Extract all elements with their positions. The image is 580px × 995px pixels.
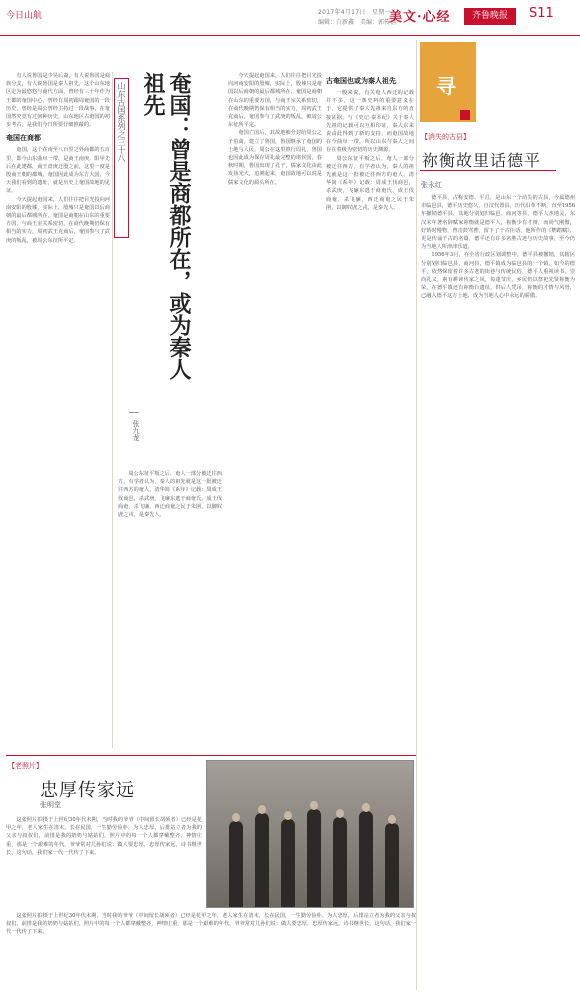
column-divider (416, 40, 417, 990)
photo-section-headline: 忠厚传家远 (40, 780, 135, 801)
today-tag: 今日山航 (6, 11, 43, 21)
photo-story-continuation (6, 912, 416, 990)
header-rule (0, 35, 580, 36)
photo-figure-head (232, 813, 240, 822)
photo-figure-head (362, 803, 370, 812)
photo-figure-head (336, 809, 344, 818)
issue-date: 2017年4月17日 星期一 (318, 9, 391, 16)
photo-figure (385, 823, 399, 907)
photo-figure-head (284, 811, 292, 820)
photo-story-paragraph: 这张照片拍摄于上世纪30年代末期，当时我的爷爷（中间留长胡须者）已经是花甲之年，老人家生在清末，长在民国，一生勤劳俭朴、为人忠厚，后排站立者为我的父亲与叔叔们，前排是我的奶奶与姑姑们，照片中的每一个人都穿戴整齐，神情庄重，那是一个艰难的年代，爷爷常对儿孙们说：做人要忠厚，忠厚传家远，诗书继世长，这句话，我们家一代一代传了下来。 (6, 817, 202, 856)
photo-section-byline: 张明堂 (40, 801, 61, 809)
feature-paragraph: 1956年3月，在全省行政区划调整中，德平县被撤销，其辖区分别划归临邑县、商河县，德平镇成为临邑县的一个镇，如今的德平，依然保留着许多古老的街巷与传统民俗，德平人重视读书，崇尚礼义，素有耕读传家之风，每逢节庆，乡民仍以祭祀先贤祢衡为荣，在德平镇还有祢衡台遗址，供后人凭吊，祢衡的才情与风骨，已融入德平这方土地，成为当地人心中永远的骄傲。 (421, 252, 575, 300)
photo-figure-head (310, 801, 318, 810)
lead-byline: 张九龙 (132, 420, 140, 441)
photo-figure (281, 819, 295, 907)
column-divider (112, 72, 113, 748)
photo-figure (255, 813, 269, 907)
photo-story-paragraph: 这张照片拍摄于上世纪30年代末期，当时我的爷爷（中间留长胡须者）已经是花甲之年，老人家生在清末，长在民国，一生勤劳俭朴、为人忠厚，后排站立者为我的父亲与叔叔们，前排是我的奶奶与姑姑们，照片中的每一个人都穿戴整齐，神情庄重，那是一个艰难的年代，爷爷常对儿孙们说：做人要忠厚，忠厚传家远，诗书继世长，这句话，我们家一代一代传了下来。 (6, 913, 416, 936)
newspaper-logo: 齐鲁晚报 (464, 8, 516, 25)
lead-paragraph: 奄国，这个在南至八百里之外商都的五百里，即今山东曲阜一带，是商王南庚、阳甲先后在此建都，商王盘庚迁殷之前，这里一度是殷商王朝的都城，奄国因此成为东方大国，今天我们看到的遗址，就是历史上奄国故地的见证。 (6, 147, 110, 195)
photo-figure (307, 809, 321, 907)
lead-paragraph: 周公东征平叛之后，奄人一部分被迁往西方，有学者认为，秦人的祖先就是这一批被迁往西方的奄人，清华简《系年》记载：周成王伐商邑，杀武庚，飞廉东逃于商奄氏，成王伐商奄，杀飞廉，西迁商奄之民于朱圉，以御奴虘之戎，是秦先人。 (118, 471, 222, 519)
lead-headline: 奄国：曾是商都所在，或为秦人祖先 (140, 72, 192, 380)
author-separator (129, 412, 139, 413)
feature-headline: 祢衡故里话德平 (422, 151, 542, 170)
lead-paragraph: 奄国亡国后，其故地被分封给周公之子伯禽，建立了鲁国，鲁国继承了奄国的土地与人民，周公在这里推行周礼，鲁国也因此成为保存周礼最完整的诸侯国，春秋时期，鲁国出现了孔子，儒家文化由此发扬光大，追溯起来，奄国故地可以说是儒家文化的源头所在。 (228, 130, 322, 186)
lead-subheading: 奄国在商都 (6, 133, 41, 143)
section-name: 美文·心经 (389, 10, 451, 25)
lead-paragraph: 有人说鲁国是少昊后裔，有人说鲁国是商族分支，有人说鲁国是秦人祖先，这个山东地区定为最悠悠与商代方面，曾经有三十年作为王都的奄国中心，曾经有周初跟周奄国的一段历史，曾经是周公曾经主持过一段战事，在奄国然究竟有过何种历史，山东地区古奄国的初步考古，是我们今日所要仔细推敲的。 (6, 73, 110, 129)
photo-figure-head (258, 805, 266, 814)
lead-paragraph: 一般来说，有关奄人西迁的记载并不多，这一条史料的重要意义在于，它提供了秦人先祖来自东方的直接证据，与《史记·秦本纪》关于秦人先祖的记载可以互相印证，秦人东来说由此得到了新的支持，而奄国故地在今曲阜一带，所以山东与秦人之间存在着极为密切的历史渊源。 (326, 90, 414, 154)
lead-column-3 (228, 72, 322, 750)
lead-column-2 (118, 470, 222, 750)
photo-figure-head (388, 815, 396, 824)
feature-byline: 张永红 (421, 181, 442, 189)
photo-figure (333, 817, 347, 907)
lead-paragraph: 周公东征平叛之后，奄人一部分被迁往西方，有学者认为，秦人的祖先就是这一批被迁往西方的奄人，清华简《系年》记载：周成王伐商邑，杀武庚，飞廉东逃于商奄氏，成王伐商奄，杀飞廉，西迁商奄之民于朱圉，以御奴虘之戎，是秦先人。 (326, 155, 414, 211)
photo-story-column (6, 816, 202, 908)
family-photo (206, 760, 414, 908)
feature-column (421, 194, 575, 990)
masthead (0, 0, 580, 40)
lead-column-4 (326, 72, 414, 750)
lead-paragraph: 今天提起奄国来，人们往往把目光投向河南安阳的殷墟，实际上，殷墟只是奄国以后商朝的最后都城所在，奄国是商朝在山东的重要方国，与商王室关系密切，在商代晚期仍保有相当的实力，周初武王克商后，奄国参与了武庚的叛乱，被周公东征所平定。 (6, 196, 110, 244)
photo-section-tag: 【老照片】 (8, 762, 43, 770)
feature-paragraph: 德平县，古称安德、平昌，是山东一个消失的古县，今属德州市临邑县，德平历史悠久，自汉代置县，历代沿革不断，直至1956年撤销德平县，其地分别划归临邑、商河等县，德平人杰地灵，东汉末年著名辞赋家祢衡就是德平人，祢衡少有才辩，而尚气刚傲，好矫时慢物，曾击鼓骂曹，留下了千古佳话，他所作的《鹦鹉赋》，更是传诵千古的名篇，德平还有许多名胜古迹与历史故事，至今仍为当地人所津津乐道。 (421, 195, 575, 251)
feature-tag: 【消失的古县】 (421, 133, 470, 141)
page-number: S11 (529, 6, 554, 21)
photo-figure (359, 811, 373, 907)
lead-column-1 (6, 72, 110, 750)
photo-section-rule (6, 755, 416, 756)
lead-subheading: 古奄国也或为秦人祖先 (326, 76, 396, 85)
seal-icon (460, 110, 470, 120)
editors-credit: 编辑：白新鑫 美编：郭传禧 (318, 19, 397, 26)
series-label: 山东古国系列之三十八 (114, 78, 129, 238)
feature-rule (420, 170, 556, 171)
ornament-glyph-icon: 寻 (436, 74, 456, 98)
lead-paragraph: 今天提起奄国来，人们往往把目光投向河南安阳的殷墟，实际上，殷墟只是奄国以后商朝的最后都城所在，奄国是商朝在山东的重要方国，与商王室关系密切，在商代晚期仍保有相当的实力，周初武王克商后，奄国参与了武庚的叛乱，被周公东征所平定。 (228, 73, 322, 129)
photo-figure (229, 821, 243, 907)
